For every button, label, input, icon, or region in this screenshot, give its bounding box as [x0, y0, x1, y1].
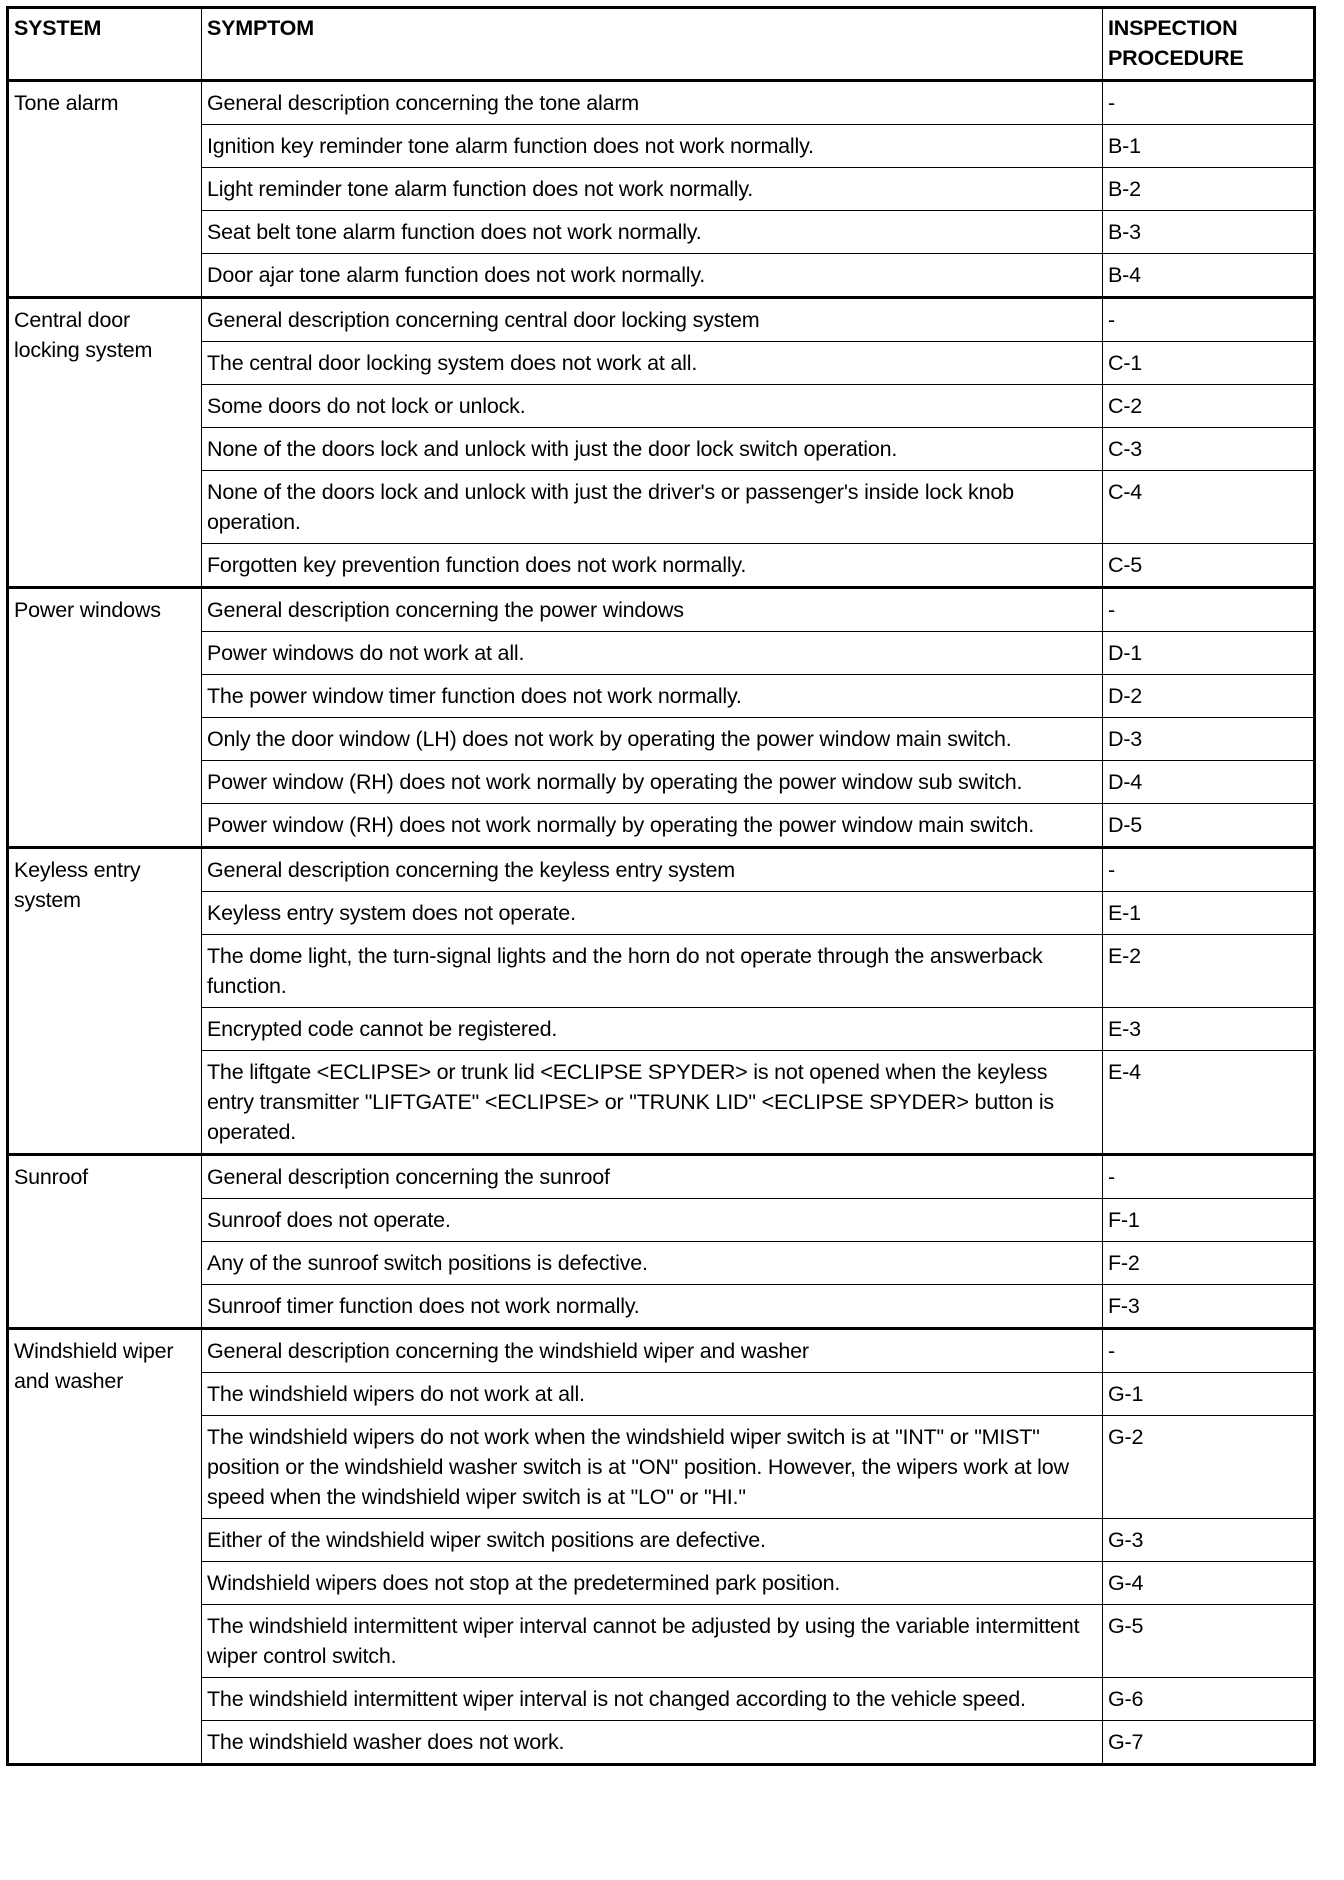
procedure-cell: - — [1103, 81, 1315, 125]
procedure-cell: G-4 — [1103, 1562, 1315, 1605]
symptom-cell: The windshield intermittent wiper interval is not changed according to the vehicle speed. — [202, 1678, 1103, 1721]
procedure-cell: - — [1103, 588, 1315, 632]
symptom-cell: Keyless entry system does not operate. — [202, 892, 1103, 935]
table-row — [8, 211, 1315, 254]
symptom-cell: The windshield washer does not work. — [202, 1721, 1103, 1765]
symptom-cell: Sunroof timer function does not work normally. — [202, 1285, 1103, 1329]
procedure-cell: - — [1103, 1329, 1315, 1373]
procedure-cell: B-3 — [1103, 211, 1315, 254]
procedure-cell: E-3 — [1103, 1008, 1315, 1051]
symptom-cell: General description concerning the keyless entry system — [202, 848, 1103, 892]
table-row — [8, 892, 1315, 935]
procedure-cell: - — [1103, 298, 1315, 342]
table-row — [8, 1008, 1315, 1051]
symptom-cell: The windshield wipers do not work at all. — [202, 1373, 1103, 1416]
symptom-cell: Forgotten key prevention function does not work normally. — [202, 544, 1103, 588]
symptom-cell: None of the doors lock and unlock with just the driver's or passenger's inside lock knob operation. — [202, 471, 1103, 544]
table-row — [8, 168, 1315, 211]
procedure-cell: C-4 — [1103, 471, 1315, 544]
table-row — [8, 632, 1315, 675]
procedure-cell: F-1 — [1103, 1199, 1315, 1242]
procedure-cell: C-2 — [1103, 385, 1315, 428]
procedure-cell: E-1 — [1103, 892, 1315, 935]
symptom-cell: The central door locking system does not work at all. — [202, 342, 1103, 385]
table-row — [8, 298, 1315, 342]
symptom-table — [6, 6, 1316, 1766]
symptom-cell: The power window timer function does not work normally. — [202, 675, 1103, 718]
symptom-cell: Windshield wipers does not stop at the predetermined park position. — [202, 1562, 1103, 1605]
procedure-cell: G-1 — [1103, 1373, 1315, 1416]
header-procedure: INSPECTION PROCEDURE — [1103, 8, 1315, 81]
procedure-cell: C-1 — [1103, 342, 1315, 385]
table-row — [8, 1519, 1315, 1562]
symptom-cell: Some doors do not lock or unlock. — [202, 385, 1103, 428]
symptom-cell: General description concerning the sunroof — [202, 1155, 1103, 1199]
procedure-cell: F-3 — [1103, 1285, 1315, 1329]
procedure-cell: C-3 — [1103, 428, 1315, 471]
symptom-cell: Sunroof does not operate. — [202, 1199, 1103, 1242]
symptom-cell: General description concerning the tone alarm — [202, 81, 1103, 125]
table-row — [8, 761, 1315, 804]
symptom-cell: General description concerning central door locking system — [202, 298, 1103, 342]
procedure-cell: G-3 — [1103, 1519, 1315, 1562]
symptom-cell: Light reminder tone alarm function does not work normally. — [202, 168, 1103, 211]
table-row — [8, 125, 1315, 168]
procedure-cell: B-2 — [1103, 168, 1315, 211]
procedure-cell: G-6 — [1103, 1678, 1315, 1721]
table-row — [8, 1721, 1315, 1765]
procedure-cell: D-3 — [1103, 718, 1315, 761]
table-row — [8, 1329, 1315, 1373]
symptom-cell: Door ajar tone alarm function does not work normally. — [202, 254, 1103, 298]
symptom-cell: The windshield wipers do not work when the windshield wiper switch is at "INT" or "MIST" position or the windshield washer switch is at "ON" position. However, the wipers work at low speed when the windshield wiper switch is at "LO" or "HI." — [202, 1416, 1103, 1519]
table-row — [8, 848, 1315, 892]
table-row — [8, 588, 1315, 632]
system-cell: Tone alarm — [8, 81, 202, 298]
procedure-cell: G-2 — [1103, 1416, 1315, 1519]
table-row — [8, 804, 1315, 848]
procedure-cell: D-1 — [1103, 632, 1315, 675]
symptom-cell: General description concerning the power windows — [202, 588, 1103, 632]
table-row — [8, 544, 1315, 588]
system-cell: Windshield wiper and washer — [8, 1329, 202, 1765]
symptom-cell: The liftgate <ECLIPSE> or trunk lid <ECLIPSE SPYDER> is not opened when the keyless entry transmitter "LIFTGATE" <ECLIPSE> or "TRUNK LID" <ECLIPSE SPYDER> button is operated. — [202, 1051, 1103, 1155]
procedure-cell: D-4 — [1103, 761, 1315, 804]
table-row — [8, 1605, 1315, 1678]
symptom-cell: The dome light, the turn-signal lights and the horn do not operate through the answerback function. — [202, 935, 1103, 1008]
symptom-cell: Ignition key reminder tone alarm function does not work normally. — [202, 125, 1103, 168]
table-row — [8, 428, 1315, 471]
symptom-cell: None of the doors lock and unlock with just the door lock switch operation. — [202, 428, 1103, 471]
symptom-cell: Power window (RH) does not work normally by operating the power window main switch. — [202, 804, 1103, 848]
table-row — [8, 675, 1315, 718]
symptom-cell: Either of the windshield wiper switch positions are defective. — [202, 1519, 1103, 1562]
procedure-cell: C-5 — [1103, 544, 1315, 588]
symptom-cell: Any of the sunroof switch positions is defective. — [202, 1242, 1103, 1285]
table-row — [8, 935, 1315, 1008]
symptom-cell: Power window (RH) does not work normally by operating the power window sub switch. — [202, 761, 1103, 804]
symptom-cell: General description concerning the windshield wiper and washer — [202, 1329, 1103, 1373]
procedure-cell: D-5 — [1103, 804, 1315, 848]
procedure-cell: F-2 — [1103, 1242, 1315, 1285]
symptom-cell: Power windows do not work at all. — [202, 632, 1103, 675]
table-row — [8, 342, 1315, 385]
table-row — [8, 1199, 1315, 1242]
system-cell: Central door locking system — [8, 298, 202, 588]
table-row — [8, 1155, 1315, 1199]
table-row — [8, 1051, 1315, 1155]
header-system: SYSTEM — [8, 8, 202, 81]
header-row — [8, 8, 1315, 81]
procedure-cell: G-5 — [1103, 1605, 1315, 1678]
symptom-cell: Encrypted code cannot be registered. — [202, 1008, 1103, 1051]
procedure-cell: - — [1103, 1155, 1315, 1199]
procedure-cell: B-4 — [1103, 254, 1315, 298]
symptom-cell: Only the door window (LH) does not work by operating the power window main switch. — [202, 718, 1103, 761]
table-row — [8, 1562, 1315, 1605]
procedure-cell: B-1 — [1103, 125, 1315, 168]
table-row — [8, 471, 1315, 544]
procedure-cell: G-7 — [1103, 1721, 1315, 1765]
header-symptom: SYMPTOM — [202, 8, 1103, 81]
system-cell: Power windows — [8, 588, 202, 848]
table-row — [8, 254, 1315, 298]
system-cell: Keyless entry system — [8, 848, 202, 1155]
procedure-cell: E-2 — [1103, 935, 1315, 1008]
procedure-cell: - — [1103, 848, 1315, 892]
table-row — [8, 81, 1315, 125]
table-row — [8, 1285, 1315, 1329]
table-row — [8, 718, 1315, 761]
table-row — [8, 385, 1315, 428]
symptom-cell: Seat belt tone alarm function does not work normally. — [202, 211, 1103, 254]
table-row — [8, 1678, 1315, 1721]
system-cell: Sunroof — [8, 1155, 202, 1329]
table-row — [8, 1373, 1315, 1416]
table-row — [8, 1242, 1315, 1285]
procedure-cell: E-4 — [1103, 1051, 1315, 1155]
table-row — [8, 1416, 1315, 1519]
symptom-cell: The windshield intermittent wiper interval cannot be adjusted by using the variable intermittent wiper control switch. — [202, 1605, 1103, 1678]
procedure-cell: D-2 — [1103, 675, 1315, 718]
